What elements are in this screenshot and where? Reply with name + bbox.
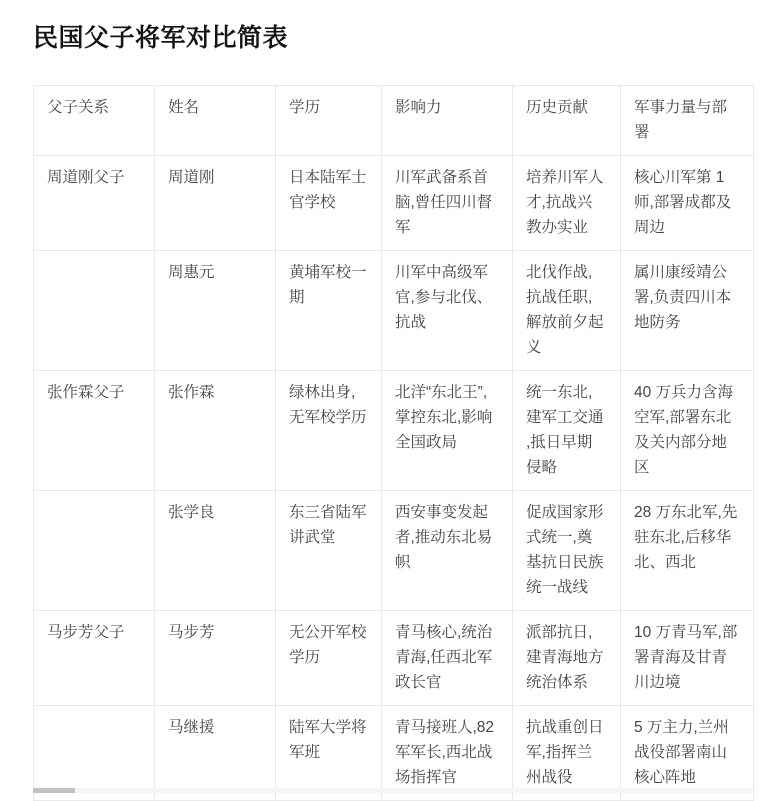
column-header-relationship: 父子关系 [34, 86, 155, 156]
cell-name: 张学良 [155, 491, 276, 611]
cell-influence: 西安事变发起者,推动东北易帜 [382, 491, 513, 611]
column-header-contribution: 历史贡献 [513, 86, 621, 156]
cell-name: 张作霖 [155, 371, 276, 491]
cell-military: 核心川军第 1 师,部署成都及周边 [621, 156, 754, 251]
cell-name: 马步芳 [155, 611, 276, 706]
table-header-row [34, 86, 754, 156]
horizontal-scrollbar-thumb[interactable] [33, 788, 75, 793]
table-row [34, 706, 754, 801]
cell-contribution: 派部抗日,建青海地方统治体系 [513, 611, 621, 706]
cell-education: 绿林出身,无军校学历 [276, 371, 382, 491]
cell-relationship [34, 491, 155, 611]
cell-influence: 北洋“东北王”,掌控东北,影响全国政局 [382, 371, 513, 491]
cell-relationship [34, 251, 155, 371]
cell-relationship [34, 706, 155, 801]
cell-relationship: 张作霖父子 [34, 371, 155, 491]
cell-relationship: 周道刚父子 [34, 156, 155, 251]
table-body [34, 156, 754, 801]
table-row [34, 371, 754, 491]
cell-relationship: 马步芳父子 [34, 611, 155, 706]
cell-education: 黄埔军校一期 [276, 251, 382, 371]
cell-contribution: 抗战重创日军,指挥兰州战役 [513, 706, 621, 801]
table-row [34, 251, 754, 371]
cell-name: 周道刚 [155, 156, 276, 251]
cell-contribution: 培养川军人才,抗战兴教办实业 [513, 156, 621, 251]
father-son-generals-table [33, 85, 754, 801]
column-header-education: 学历 [276, 86, 382, 156]
cell-contribution: 促成国家形式统一,奠基抗日民族统一战线 [513, 491, 621, 611]
cell-military: 40 万兵力含海空军,部署东北及关内部分地区 [621, 371, 754, 491]
cell-education: 陆军大学将军班 [276, 706, 382, 801]
cell-military: 28 万东北军,先驻东北,后移华北、西北 [621, 491, 754, 611]
cell-influence: 川军武备系首脑,曾任四川督军 [382, 156, 513, 251]
cell-name: 周惠元 [155, 251, 276, 371]
cell-influence: 青马接班人,82 军军长,西北战场指挥官 [382, 706, 513, 801]
column-header-name: 姓名 [155, 86, 276, 156]
cell-education: 日本陆军士官学校 [276, 156, 382, 251]
table-row [34, 611, 754, 706]
cell-influence: 青马核心,统治青海,任西北军政长官 [382, 611, 513, 706]
page-title: 民国父子将军对比简表 [33, 24, 289, 52]
cell-education: 无公开军校学历 [276, 611, 382, 706]
column-header-influence: 影响力 [382, 86, 513, 156]
cell-military: 属川康绥靖公署,负责四川本地防务 [621, 251, 754, 371]
column-header-military: 军事力量与部署 [621, 86, 754, 156]
cell-influence: 川军中高级军官,参与北伐、抗战 [382, 251, 513, 371]
cell-military: 5 万主力,兰州战役部署南山核心阵地 [621, 706, 754, 801]
table-row [34, 156, 754, 251]
horizontal-scrollbar[interactable] [33, 788, 753, 793]
cell-education: 东三省陆军讲武堂 [276, 491, 382, 611]
cell-military: 10 万青马军,部署青海及甘青川边境 [621, 611, 754, 706]
cell-name: 马继援 [155, 706, 276, 801]
table-row [34, 491, 754, 611]
cell-contribution: 统一东北,建军工交通,抵日早期侵略 [513, 371, 621, 491]
cell-contribution: 北伐作战,抗战任职,解放前夕起义 [513, 251, 621, 371]
